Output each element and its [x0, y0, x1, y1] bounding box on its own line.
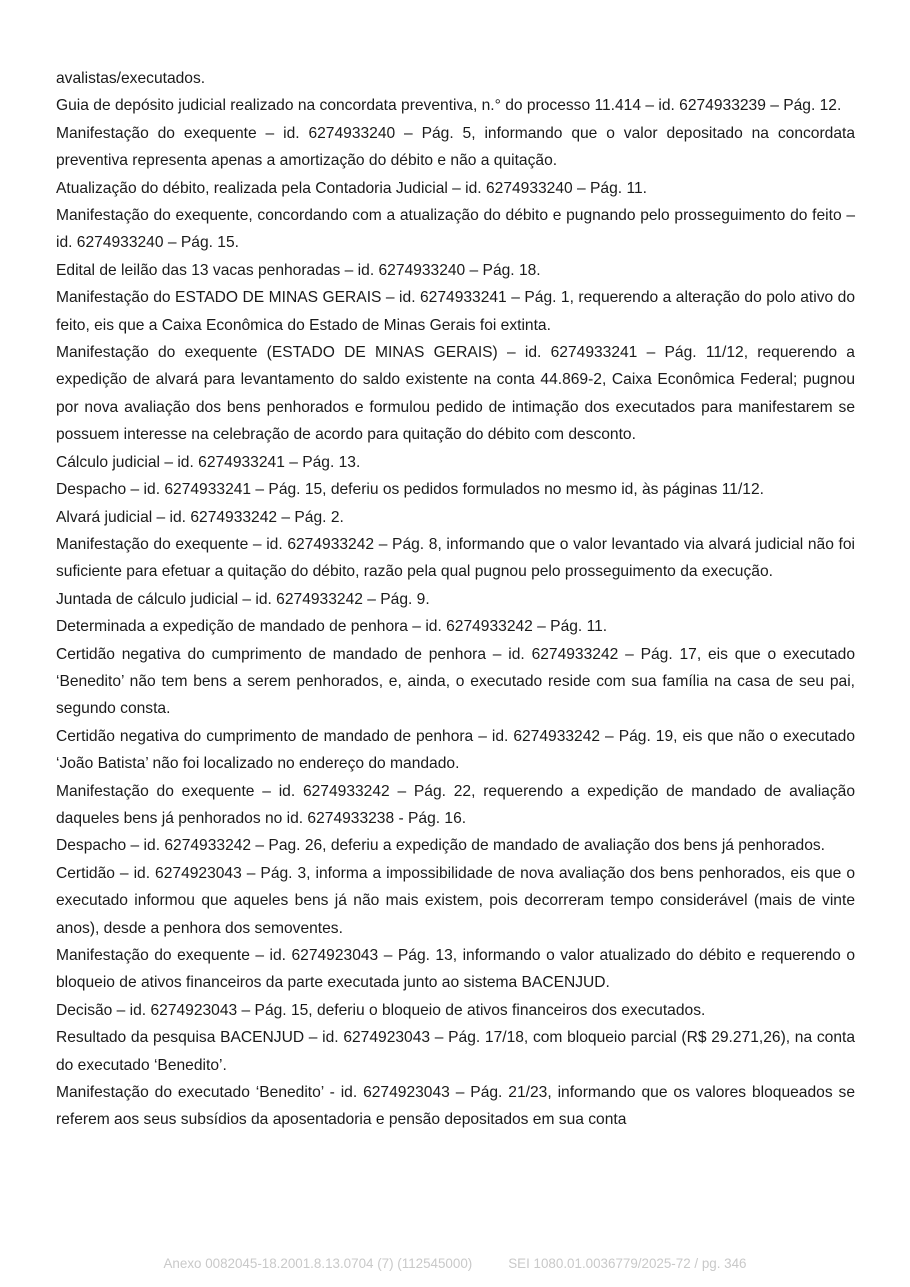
paragraph-4: Atualização do débito, realizada pela Contadoria Judicial – id. 6274933240 – Pág. 11. — [56, 179, 647, 197]
paragraph-17: Manifestação do exequente – id. 6274933242 – Pág. 22, requerendo a expedição de mandado de avaliação daqueles bens já penhorados no id. 6274933238 - Pág. 16. — [56, 782, 855, 827]
footer-annex-reference: Anexo 0082045-18.2001.8.13.0704 (7) (112545000) — [163, 1256, 473, 1271]
paragraph-11: Alvará judicial – id. 6274933242 – Pág. 2. — [56, 508, 344, 526]
footer-sei-reference: SEI 1080.01.0036779/2025-72 / pg. 346 — [508, 1256, 747, 1271]
paragraph-22: Resultado da pesquisa BACENJUD – id. 6274923043 – Pág. 17/18, com bloqueio parcial (R$ 29.271,26), na conta do executado ‘Benedito’. — [56, 1029, 855, 1074]
paragraph-20: Manifestação do exequente – id. 6274923043 – Pág. 13, informando o valor atualizado do débito e requerendo o bloqueio de ativos financeiros da parte executada junto ao sistema BACENJUD. — [56, 947, 855, 992]
paragraph-5: Manifestação do exequente, concordando com a atualização do débito e pugnando pelo prosseguimento do feito – id. 6274933240 – Pág. 15. — [56, 207, 855, 252]
paragraph-23: Manifestação do executado ‘Benedito’ - id. 6274923043 – Pág. 21/23, informando que os valores bloqueados se referem aos seus subsídios da aposentadoria e pensão depositados em sua conta — [56, 1084, 855, 1129]
paragraph-6: Edital de leilão das 13 vacas penhoradas – id. 6274933240 – Pág. 18. — [56, 261, 541, 279]
document-body — [56, 65, 855, 1134]
paragraph-21: Decisão – id. 6274923043 – Pág. 15, deferiu o bloqueio de ativos financeiros dos executados. — [56, 1001, 706, 1019]
paragraph-2: Guia de depósito judicial realizado na concordata preventiva, n.° do processo 11.414 – id. 6274933239 – Pág. 12. — [56, 97, 842, 115]
page-footer — [0, 1256, 910, 1271]
paragraph-3: Manifestação do exequente – id. 6274933240 – Pág. 5, informando que o valor depositado na concordata preventiva representa apenas a amortização do débito e não a quitação. — [56, 124, 855, 170]
paragraph-7: Manifestação do ESTADO DE MINAS GERAIS – id. 6274933241 – Pág. 1, requerendo a alteração do polo ativo do feito, eis que a Caixa Econômica do Estado de Minas Gerais foi extinta. — [56, 289, 855, 334]
paragraph-9: Cálculo judicial – id. 6274933241 – Pág. 13. — [56, 453, 361, 471]
paragraph-14: Determinada a expedição de mandado de penhora – id. 6274933242 – Pág. 11. — [56, 618, 608, 636]
paragraph-16: Certidão negativa do cumprimento de mandado de penhora – id. 6274933242 – Pág. 19, eis que não o executado ‘João Batista’ não foi localizado no endereço do mandado. — [56, 727, 855, 773]
paragraph-15: Certidão negativa do cumprimento de mandado de penhora – id. 6274933242 – Pág. 17, eis que o executado ‘Benedito’ não tem bens a serem penhorados, e, ainda, o executado reside com sua família na casa de seu pai, segundo consta. — [56, 645, 855, 718]
paragraph-19: Certidão – id. 6274923043 – Pág. 3, informa a impossibilidade de nova avaliação dos bens penhorados, eis que o executado informou que aqueles bens já não mais existem, pois decorreram tempo considerável (mais de vinte anos), desde a penhora dos semoventes. — [56, 864, 855, 937]
paragraph-1: avalistas/executados. — [56, 70, 206, 87]
paragraph-10: Despacho – id. 6274933241 – Pág. 15, deferiu os pedidos formulados no mesmo id, às páginas 11/12. — [56, 481, 764, 499]
paragraph-18: Despacho – id. 6274933242 – Pag. 26, deferiu a expedição de mandado de avaliação dos bens já penhorados. — [56, 837, 826, 855]
paragraph-8: Manifestação do exequente (ESTADO DE MINAS GERAIS) – id. 6274933241 – Pág. 11/12, requerendo a expedição de alvará para levantamento do saldo existente na conta 44.869-2, Caixa Econômica Federal; pugnou por nova avaliação dos bens penhorados e formulou pedido de intimação dos executados para manifestarem se possuem interesse na celebração de acordo para quitação do débito com desconto. — [56, 344, 855, 444]
paragraph-12: Manifestação do exequente – id. 6274933242 – Pág. 8, informando que o valor levantado via alvará judicial não foi suficiente para efetuar a quitação do débito, razão pela qual pugnou pelo prosseguimento da execução. — [56, 535, 855, 581]
paragraph-13: Juntada de cálculo judicial – id. 6274933242 – Pág. 9. — [56, 590, 430, 608]
